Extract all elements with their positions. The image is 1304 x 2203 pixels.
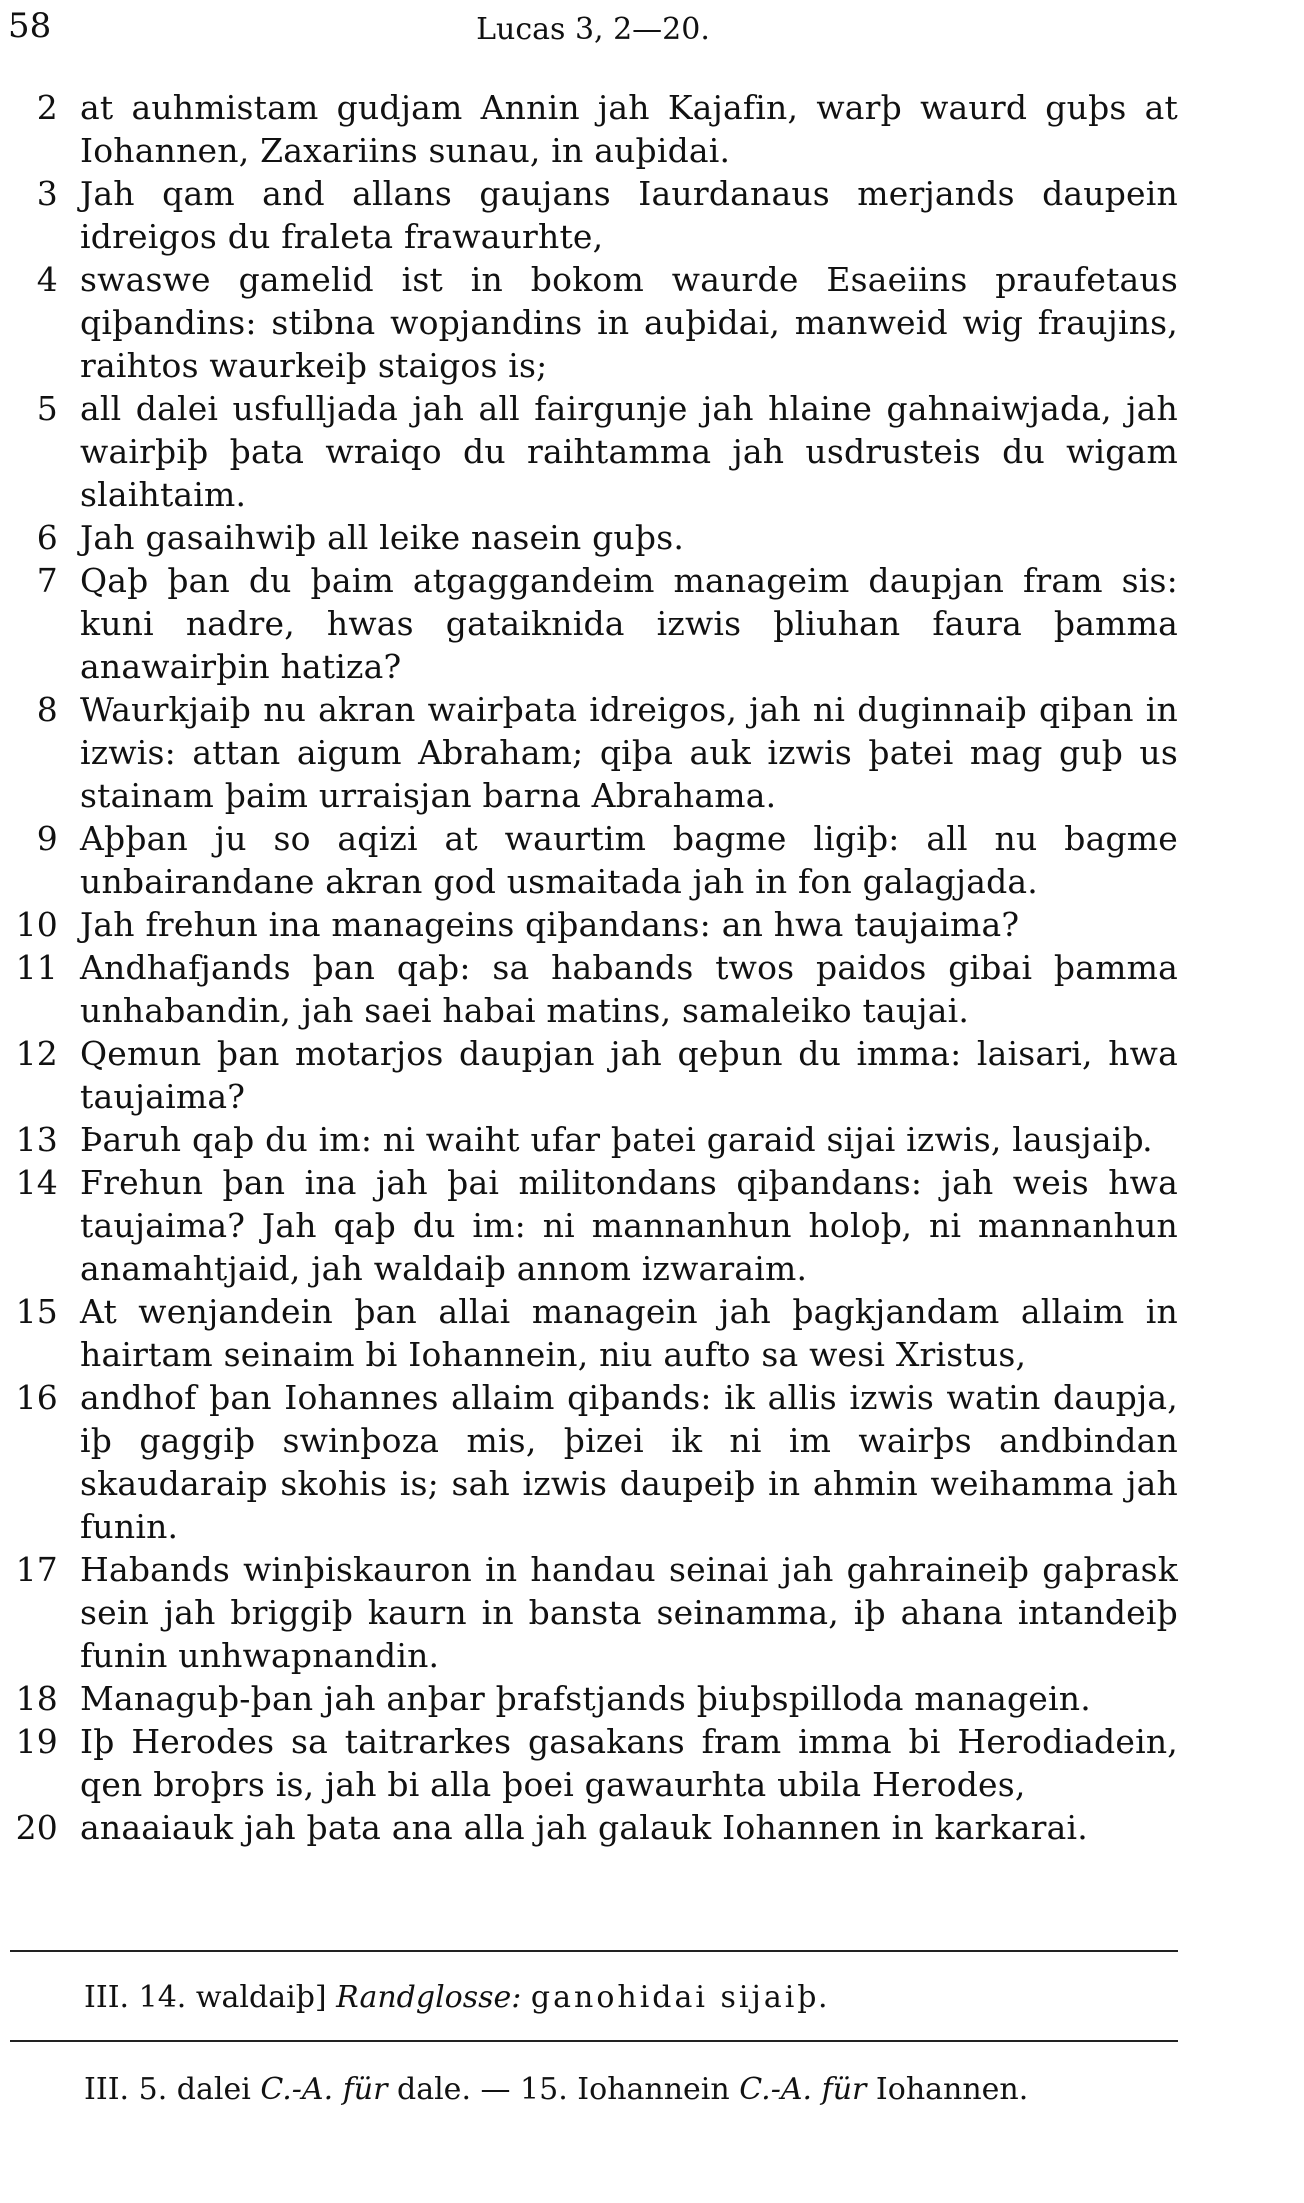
verse-text: Jah qam and allans gaujans Iaurdanaus merjands daupein idreigos du fraleta frawaurhte, bbox=[80, 174, 1178, 256]
verse bbox=[10, 387, 1178, 516]
verse-text: Qemun þan motarjos daupjan jah qeþun du imma: laisari, hwa taujaima? bbox=[80, 1034, 1178, 1116]
verse-number: 15 bbox=[15, 1292, 58, 1331]
verse-text: swaswe gamelid ist in bokom waurde Esaeiins praufetaus qiþandins: stibna wopjandins in auþidai, manweid wig fraujins, raihtos waurkeiþ staigos is; bbox=[80, 260, 1178, 385]
verse bbox=[10, 1806, 1178, 1849]
footnote-variants bbox=[84, 2070, 1174, 2110]
verse bbox=[10, 903, 1178, 946]
verse bbox=[10, 688, 1178, 817]
verse-number: 18 bbox=[15, 1679, 58, 1718]
variant-ms-2: C.-A. bbox=[739, 2072, 813, 2107]
verse-text: Þaruh qaþ du im: ni waiht ufar þatei garaid sijai izwis, lausjaiþ. bbox=[80, 1120, 1153, 1159]
page-number: 58 bbox=[8, 6, 52, 46]
verse bbox=[10, 1161, 1178, 1290]
verse-text: all dalei usfulljada jah all fairgunje jah hlaine gahnaiwjada, jah wairþiþ þata wraiqo du raihtamma jah usdrusteis du wigam slaihtaim. bbox=[80, 389, 1178, 514]
verse-number: 3 bbox=[36, 174, 58, 213]
verse bbox=[10, 1720, 1178, 1806]
variant-ms-1: C.-A. bbox=[260, 2072, 334, 2107]
verse bbox=[10, 1677, 1178, 1720]
verse-number: 12 bbox=[15, 1034, 58, 1073]
verse bbox=[10, 1290, 1178, 1376]
verse-number: 8 bbox=[36, 690, 58, 729]
running-head: Lucas 3, 2—20. bbox=[476, 12, 710, 47]
verse-text: Qaþ þan du þaim atgaggandeim manageim daupjan fram sis: kuni nadre, hwas gataiknida izwis þliuhan faura þamma anawairþin hatiza? bbox=[80, 561, 1178, 686]
verse bbox=[10, 258, 1178, 387]
footnote-ref: III. 14. waldaiþ] bbox=[84, 1980, 327, 2015]
verse-text: Jah frehun ina manageins qiþandans: an hwa taujaima? bbox=[80, 905, 1020, 944]
variant-part-3: Iohannen. bbox=[875, 2072, 1029, 2107]
variant-fuer-2: für bbox=[821, 2072, 867, 2107]
verse-number: 6 bbox=[36, 518, 58, 557]
verse-number: 17 bbox=[15, 1550, 58, 1589]
verse-text: Andhafjands þan qaþ: sa habands twos paidos gibai þamma unhabandin, jah saei habai matins, samaleiko taujai. bbox=[80, 948, 1178, 1030]
verse-text: anaaiauk jah þata ana alla jah galauk Iohannen in karkarai. bbox=[80, 1808, 1088, 1847]
verse-number: 16 bbox=[15, 1378, 58, 1417]
verse-number: 10 bbox=[15, 905, 58, 944]
verse-number: 13 bbox=[15, 1120, 58, 1159]
variant-fuer-1: für bbox=[342, 2072, 388, 2107]
verse-text: Jah gasaihwiþ all leike nasein guþs. bbox=[80, 518, 685, 557]
verse-number: 19 bbox=[15, 1722, 58, 1761]
verse-number: 4 bbox=[36, 260, 58, 299]
page-header bbox=[8, 6, 1178, 56]
verse-text: Waurkjaiþ nu akran wairþata idreigos, jah ni duginnaiþ qiþan in izwis: attan aigum Abraham; qiþa auk izwis þatei mag guþ us stainam þaim urraisjan barna Abrahama. bbox=[80, 690, 1178, 815]
verse-number: 9 bbox=[36, 819, 58, 858]
footnote-gloss-text: ganohidai sijaiþ. bbox=[530, 1980, 831, 2015]
verse bbox=[10, 946, 1178, 1032]
verse-text: Iþ Herodes sa taitrarkes gasakans fram imma bi Herodiadein, qen broþrs is, jah bi alla þoei gawaurhta ubila Herodes, bbox=[80, 1722, 1178, 1804]
verse-text: Habands winþiskauron in handau seinai jah gahraineiþ gaþrask sein jah briggiþ kaurn in bansta seinamma, iþ ahana intandeiþ funin unhwapnandin. bbox=[80, 1550, 1178, 1675]
verse-text: Aþþan ju so aqizi at waurtim bagme ligiþ: all nu bagme unbairandane akran god usmaitada jah in fon galagjada. bbox=[80, 819, 1178, 901]
verse-number: 20 bbox=[15, 1808, 58, 1847]
verse bbox=[10, 817, 1178, 903]
verse bbox=[10, 86, 1178, 172]
footnote-label: Randglosse: bbox=[336, 1980, 522, 2015]
verse-list bbox=[10, 86, 1178, 1849]
verse bbox=[10, 172, 1178, 258]
footnote-divider-2 bbox=[10, 2040, 1178, 2042]
verse-number: 5 bbox=[36, 389, 58, 428]
verse bbox=[10, 1376, 1178, 1548]
verse-number: 7 bbox=[36, 561, 58, 600]
verse-number: 2 bbox=[36, 88, 58, 127]
verse-text: Managuþ-þan jah anþar þrafstjands þiuþspilloda managein. bbox=[80, 1679, 1091, 1718]
verse-text: andhof þan Iohannes allaim qiþands: ik allis izwis watin daupja, iþ gaggiþ swinþoza mis, þizei ik ni im wairþs andbindan skaudaraip skohis is; sah izwis daupeiþ in ahmin weihamma jah funin. bbox=[80, 1378, 1178, 1546]
variant-part-1: III. 5. dalei bbox=[84, 2072, 251, 2107]
verse bbox=[10, 516, 1178, 559]
verse-text: At wenjandein þan allai managein jah þagkjandam allaim in hairtam seinaim bi Iohannein, niu aufto sa wesi Xristus, bbox=[80, 1292, 1178, 1374]
verse bbox=[10, 1118, 1178, 1161]
footnote-gloss bbox=[84, 1978, 1174, 2018]
variant-part-2: dale. — 15. Iohannein bbox=[397, 2072, 730, 2107]
verse bbox=[10, 1548, 1178, 1677]
verse-number: 14 bbox=[15, 1163, 58, 1202]
verse-text: at auhmistam gudjam Annin jah Kajafin, warþ waurd guþs at Iohannen, Zaxariins sunau, in auþidai. bbox=[80, 88, 1178, 170]
verse-text: Frehun þan ina jah þai militondans qiþandans: jah weis hwa taujaima? Jah qaþ du im: ni mannanhun holoþ, ni mannanhun anamahtjaid, jah waldaiþ annom izwaraim. bbox=[80, 1163, 1178, 1288]
verse bbox=[10, 1032, 1178, 1118]
verse-number: 11 bbox=[15, 948, 58, 987]
footnote-divider bbox=[10, 1950, 1178, 1952]
verse bbox=[10, 559, 1178, 688]
